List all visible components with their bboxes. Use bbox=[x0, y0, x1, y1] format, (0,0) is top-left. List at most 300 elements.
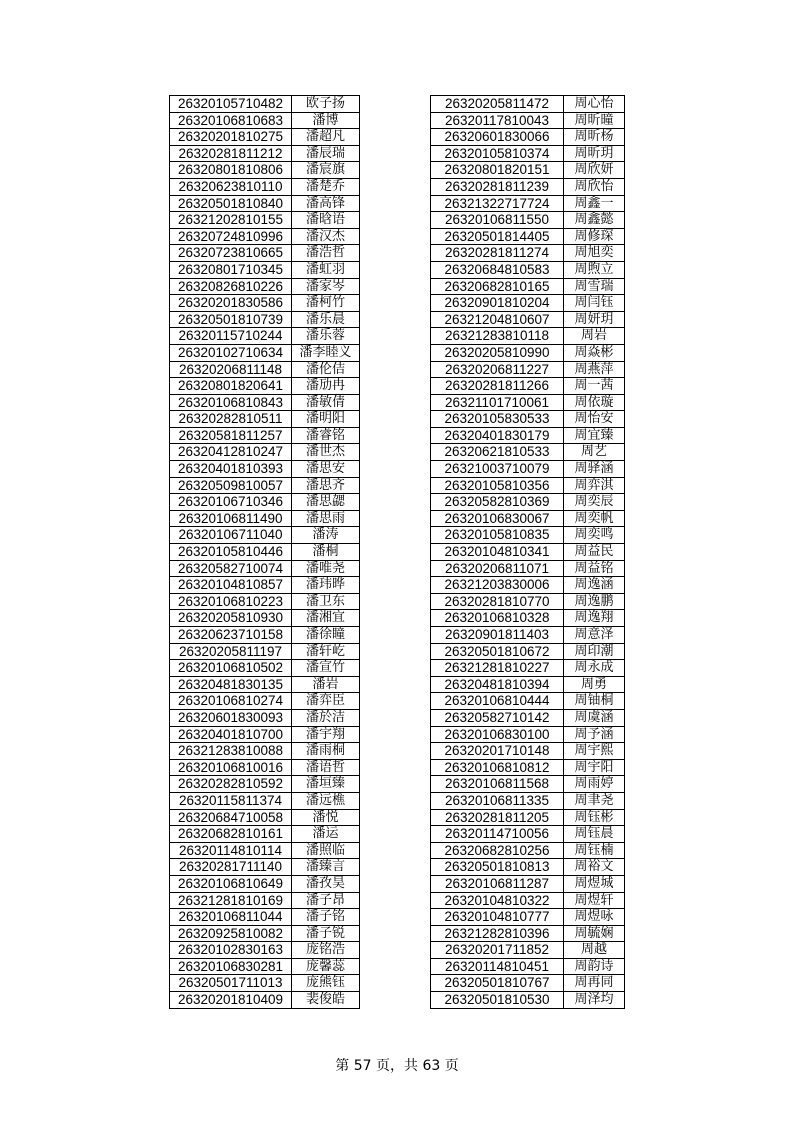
candidate-name-cell: 潘悦 bbox=[292, 809, 360, 826]
candidate-name-cell: 潘子锐 bbox=[292, 925, 360, 942]
candidate-name-cell: 潘唯尧 bbox=[292, 560, 360, 577]
candidate-name-cell: 周越 bbox=[564, 942, 625, 959]
table-row bbox=[431, 344, 625, 361]
table-row bbox=[431, 925, 625, 942]
table-row bbox=[170, 510, 360, 527]
candidate-id-cell: 26320501810840 bbox=[170, 195, 292, 212]
candidate-id-cell: 26320205811472 bbox=[431, 96, 564, 113]
candidate-name-cell: 周勇 bbox=[564, 676, 625, 693]
candidate-id-cell: 26320106830100 bbox=[431, 726, 564, 743]
table-row bbox=[170, 743, 360, 760]
candidate-id-cell: 26320401810393 bbox=[170, 461, 292, 478]
table-row bbox=[170, 245, 360, 262]
candidate-id-cell: 26320201830586 bbox=[170, 295, 292, 312]
candidate-name-cell: 潘语哲 bbox=[292, 759, 360, 776]
table-row bbox=[431, 909, 625, 926]
table-row bbox=[170, 494, 360, 511]
table-row bbox=[431, 311, 625, 328]
candidate-id-cell: 26320102710634 bbox=[170, 344, 292, 361]
table-row bbox=[170, 759, 360, 776]
candidate-name-cell: 潘汉杰 bbox=[292, 228, 360, 245]
candidate-name-cell: 周昕玥 bbox=[564, 145, 625, 162]
candidate-id-cell: 26320801820641 bbox=[170, 378, 292, 395]
candidate-id-cell: 26320115811374 bbox=[170, 792, 292, 809]
candidate-name-cell: 周煜轩 bbox=[564, 892, 625, 909]
table-row bbox=[431, 643, 625, 660]
candidate-id-cell: 26321101710061 bbox=[431, 394, 564, 411]
table-row bbox=[431, 975, 625, 992]
table-row bbox=[431, 577, 625, 594]
table-row bbox=[431, 593, 625, 610]
candidate-id-cell: 26320106811568 bbox=[431, 776, 564, 793]
table-row bbox=[170, 992, 360, 1009]
table-row bbox=[431, 875, 625, 892]
candidate-name-cell: 潘徐瞳 bbox=[292, 627, 360, 644]
candidate-name-cell: 庞熊钰 bbox=[292, 975, 360, 992]
table-row bbox=[170, 925, 360, 942]
table-row bbox=[431, 743, 625, 760]
candidate-name-cell: 周钰楠 bbox=[564, 842, 625, 859]
candidate-name-cell: 欧子扬 bbox=[292, 96, 360, 113]
candidate-id-cell: 26320901810204 bbox=[431, 295, 564, 312]
candidate-id-cell: 26320106810843 bbox=[170, 394, 292, 411]
candidate-id-cell: 26320115710244 bbox=[170, 328, 292, 345]
candidate-id-cell: 26320106810274 bbox=[170, 693, 292, 710]
table-row bbox=[431, 494, 625, 511]
candidate-name-cell: 潘柯竹 bbox=[292, 295, 360, 312]
table-row bbox=[431, 942, 625, 959]
candidate-id-cell: 26320106810683 bbox=[170, 112, 292, 129]
candidate-id-cell: 26320106810328 bbox=[431, 610, 564, 627]
candidate-name-cell: 周奕辰 bbox=[564, 494, 625, 511]
table-row bbox=[431, 892, 625, 909]
candidate-id-cell: 26320621810533 bbox=[431, 444, 564, 461]
candidate-id-cell: 26320801710345 bbox=[170, 261, 292, 278]
table-row bbox=[431, 859, 625, 876]
candidate-id-cell: 26320582810369 bbox=[431, 494, 564, 511]
candidate-name-cell: 周逸翔 bbox=[564, 610, 625, 627]
candidate-name-cell: 潘思安 bbox=[292, 461, 360, 478]
table-row bbox=[431, 212, 625, 229]
table-row bbox=[431, 544, 625, 561]
table-row bbox=[431, 112, 625, 129]
candidate-id-cell: 26320104810777 bbox=[431, 909, 564, 926]
table-row bbox=[170, 593, 360, 610]
candidate-id-cell: 26320623710158 bbox=[170, 627, 292, 644]
candidate-id-cell: 26320201710148 bbox=[431, 743, 564, 760]
candidate-id-cell: 26320925810082 bbox=[170, 925, 292, 942]
table-row bbox=[431, 560, 625, 577]
candidate-name-cell: 潘涛 bbox=[292, 527, 360, 544]
candidate-name-cell: 潘垣臻 bbox=[292, 776, 360, 793]
candidate-id-cell: 26320105810374 bbox=[431, 145, 564, 162]
candidate-id-cell: 26320282810511 bbox=[170, 411, 292, 428]
candidate-id-cell: 26320826810226 bbox=[170, 278, 292, 295]
table-row bbox=[170, 228, 360, 245]
table-row bbox=[170, 461, 360, 478]
candidate-name-cell: 潘玮晔 bbox=[292, 577, 360, 594]
candidate-id-cell: 26320501814405 bbox=[431, 228, 564, 245]
candidate-name-cell: 周欣妍 bbox=[564, 162, 625, 179]
table-row bbox=[170, 792, 360, 809]
candidate-name-cell: 周钰晨 bbox=[564, 826, 625, 843]
candidate-name-cell: 潘於洁 bbox=[292, 709, 360, 726]
candidate-name-cell: 周旭奕 bbox=[564, 245, 625, 262]
candidate-id-cell: 26320281811239 bbox=[431, 178, 564, 195]
table-row bbox=[170, 129, 360, 146]
candidate-id-cell: 26320282810592 bbox=[170, 776, 292, 793]
candidate-name-cell: 周弈淇 bbox=[564, 477, 625, 494]
left-roster-body bbox=[170, 96, 360, 1009]
table-row bbox=[431, 992, 625, 1009]
table-row bbox=[170, 627, 360, 644]
table-row bbox=[170, 112, 360, 129]
table-row bbox=[431, 660, 625, 677]
table-row bbox=[431, 162, 625, 179]
candidate-id-cell: 26320206811148 bbox=[170, 361, 292, 378]
candidate-id-cell: 26320106810223 bbox=[170, 593, 292, 610]
candidate-id-cell: 26320481810394 bbox=[431, 676, 564, 693]
table-row bbox=[431, 378, 625, 395]
table-row bbox=[431, 826, 625, 843]
candidate-name-cell: 潘思齐 bbox=[292, 477, 360, 494]
candidate-name-cell: 周奕鸣 bbox=[564, 527, 625, 544]
table-row bbox=[170, 427, 360, 444]
candidate-id-cell: 26320104810322 bbox=[431, 892, 564, 909]
candidate-id-cell: 26320201810409 bbox=[170, 992, 292, 1009]
table-row bbox=[170, 842, 360, 859]
candidate-name-cell: 周雨婷 bbox=[564, 776, 625, 793]
table-row bbox=[431, 361, 625, 378]
table-row bbox=[170, 892, 360, 909]
candidate-id-cell: 26320501810672 bbox=[431, 643, 564, 660]
table-row bbox=[170, 975, 360, 992]
table-row bbox=[431, 228, 625, 245]
right-roster-body bbox=[431, 96, 625, 1009]
candidate-name-cell: 潘劢冉 bbox=[292, 378, 360, 395]
table-row bbox=[431, 958, 625, 975]
candidate-id-cell: 26320682810256 bbox=[431, 842, 564, 859]
candidate-id-cell: 26320114810451 bbox=[431, 958, 564, 975]
candidate-id-cell: 26320281711140 bbox=[170, 859, 292, 876]
table-row bbox=[431, 145, 625, 162]
table-row bbox=[431, 809, 625, 826]
candidate-id-cell: 26320501810530 bbox=[431, 992, 564, 1009]
table-row bbox=[431, 776, 625, 793]
candidate-name-cell: 周煦立 bbox=[564, 261, 625, 278]
candidate-name-cell: 潘乐晨 bbox=[292, 311, 360, 328]
candidate-name-cell: 周昕杨 bbox=[564, 129, 625, 146]
candidate-name-cell: 周燕萍 bbox=[564, 361, 625, 378]
candidate-id-cell: 26320281810770 bbox=[431, 593, 564, 610]
candidate-id-cell: 26320412810247 bbox=[170, 444, 292, 461]
candidate-name-cell: 周心怡 bbox=[564, 96, 625, 113]
candidate-name-cell: 潘敏倩 bbox=[292, 394, 360, 411]
candidate-id-cell: 26320205810990 bbox=[431, 344, 564, 361]
table-row bbox=[170, 826, 360, 843]
candidate-name-cell: 周益民 bbox=[564, 544, 625, 561]
candidate-id-cell: 26320682810165 bbox=[431, 278, 564, 295]
candidate-id-cell: 26321283810088 bbox=[170, 743, 292, 760]
candidate-id-cell: 26320281811212 bbox=[170, 145, 292, 162]
candidate-name-cell: 潘湘宜 bbox=[292, 610, 360, 627]
table-row bbox=[170, 178, 360, 195]
table-row bbox=[431, 477, 625, 494]
candidate-id-cell: 26320501711013 bbox=[170, 975, 292, 992]
candidate-name-cell: 周虞涵 bbox=[564, 709, 625, 726]
candidate-id-cell: 26321281810169 bbox=[170, 892, 292, 909]
candidate-id-cell: 26320114710056 bbox=[431, 826, 564, 843]
candidate-id-cell: 26320684710058 bbox=[170, 809, 292, 826]
table-row bbox=[431, 427, 625, 444]
candidate-id-cell: 26320281811266 bbox=[431, 378, 564, 395]
table-row bbox=[170, 610, 360, 627]
candidate-name-cell: 周怡安 bbox=[564, 411, 625, 428]
table-row bbox=[431, 510, 625, 527]
table-row bbox=[170, 96, 360, 113]
candidate-name-cell: 周修琛 bbox=[564, 228, 625, 245]
table-row bbox=[170, 212, 360, 229]
candidate-name-cell: 周予涵 bbox=[564, 726, 625, 743]
table-row bbox=[170, 859, 360, 876]
candidate-id-cell: 26320106811550 bbox=[431, 212, 564, 229]
candidate-id-cell: 26320481830135 bbox=[170, 676, 292, 693]
candidate-name-cell: 周鑫懿 bbox=[564, 212, 625, 229]
table-row bbox=[170, 726, 360, 743]
candidate-id-cell: 26320106811490 bbox=[170, 510, 292, 527]
candidate-id-cell: 26320117810043 bbox=[431, 112, 564, 129]
candidate-id-cell: 26320104810341 bbox=[431, 544, 564, 561]
candidate-id-cell: 26320106810444 bbox=[431, 693, 564, 710]
candidate-id-cell: 26320105710482 bbox=[170, 96, 292, 113]
table-row bbox=[170, 527, 360, 544]
candidate-id-cell: 26320623810110 bbox=[170, 178, 292, 195]
table-row bbox=[170, 709, 360, 726]
table-row bbox=[431, 195, 625, 212]
table-row bbox=[170, 261, 360, 278]
table-row bbox=[431, 527, 625, 544]
candidate-name-cell: 周逸鹏 bbox=[564, 593, 625, 610]
candidate-name-cell: 潘运 bbox=[292, 826, 360, 843]
table-row bbox=[170, 875, 360, 892]
candidate-name-cell: 周钰彬 bbox=[564, 809, 625, 826]
candidate-id-cell: 26320205811197 bbox=[170, 643, 292, 660]
candidate-name-cell: 潘浩哲 bbox=[292, 245, 360, 262]
candidate-name-cell: 潘楚乔 bbox=[292, 178, 360, 195]
candidate-id-cell: 26320106711040 bbox=[170, 527, 292, 544]
candidate-name-cell: 周闫钰 bbox=[564, 295, 625, 312]
candidate-id-cell: 26320106830067 bbox=[431, 510, 564, 527]
candidate-name-cell: 潘李睦义 bbox=[292, 344, 360, 361]
table-row bbox=[431, 411, 625, 428]
candidate-id-cell: 26320201711852 bbox=[431, 942, 564, 959]
table-row bbox=[170, 311, 360, 328]
table-row bbox=[431, 245, 625, 262]
table-row bbox=[431, 328, 625, 345]
candidate-name-cell: 潘宇翔 bbox=[292, 726, 360, 743]
candidate-name-cell: 周逸涵 bbox=[564, 577, 625, 594]
candidate-name-cell: 潘高锋 bbox=[292, 195, 360, 212]
table-row bbox=[170, 693, 360, 710]
table-row bbox=[170, 577, 360, 594]
candidate-id-cell: 26321283810118 bbox=[431, 328, 564, 345]
table-row bbox=[170, 394, 360, 411]
table-row bbox=[170, 560, 360, 577]
candidate-id-cell: 26320281811205 bbox=[431, 809, 564, 826]
candidate-name-cell: 潘子昂 bbox=[292, 892, 360, 909]
candidate-name-cell: 潘卫东 bbox=[292, 593, 360, 610]
candidate-name-cell: 周煜城 bbox=[564, 875, 625, 892]
candidate-name-cell: 周韵诗 bbox=[564, 958, 625, 975]
candidate-name-cell: 潘晗语 bbox=[292, 212, 360, 229]
candidate-name-cell: 潘孜昊 bbox=[292, 875, 360, 892]
candidate-id-cell: 26320724810996 bbox=[170, 228, 292, 245]
candidate-id-cell: 26321203830006 bbox=[431, 577, 564, 594]
candidate-name-cell: 周欣怡 bbox=[564, 178, 625, 195]
table-row bbox=[170, 958, 360, 975]
candidate-id-cell: 26321202810155 bbox=[170, 212, 292, 229]
candidate-id-cell: 26321282810396 bbox=[431, 925, 564, 942]
candidate-id-cell: 26320501810767 bbox=[431, 975, 564, 992]
candidate-id-cell: 26320106830281 bbox=[170, 958, 292, 975]
candidate-id-cell: 26321204810607 bbox=[431, 311, 564, 328]
candidate-id-cell: 26321003710079 bbox=[431, 461, 564, 478]
candidate-id-cell: 26320509810057 bbox=[170, 477, 292, 494]
candidate-name-cell: 周煜咏 bbox=[564, 909, 625, 926]
candidate-name-cell: 潘世杰 bbox=[292, 444, 360, 461]
candidate-id-cell: 26320901811403 bbox=[431, 627, 564, 644]
table-row bbox=[170, 676, 360, 693]
table-row bbox=[431, 693, 625, 710]
candidate-name-cell: 潘照临 bbox=[292, 842, 360, 859]
candidate-id-cell: 26320106811335 bbox=[431, 792, 564, 809]
table-row bbox=[170, 145, 360, 162]
candidate-name-cell: 潘超凡 bbox=[292, 129, 360, 146]
candidate-name-cell: 周裕文 bbox=[564, 859, 625, 876]
table-row bbox=[431, 261, 625, 278]
candidate-name-cell: 潘轩屹 bbox=[292, 643, 360, 660]
candidate-name-cell: 潘家岑 bbox=[292, 278, 360, 295]
candidate-name-cell: 潘思雨 bbox=[292, 510, 360, 527]
candidate-name-cell: 潘睿铭 bbox=[292, 427, 360, 444]
page-footer: 第 57 页，共 63 页 bbox=[335, 1058, 459, 1074]
table-row bbox=[431, 792, 625, 809]
table-row bbox=[431, 726, 625, 743]
candidate-id-cell: 26320684810583 bbox=[431, 261, 564, 278]
candidate-name-cell: 周毓娴 bbox=[564, 925, 625, 942]
table-row bbox=[431, 709, 625, 726]
table-row bbox=[170, 344, 360, 361]
candidate-id-cell: 26320801820151 bbox=[431, 162, 564, 179]
candidate-name-cell: 周泽均 bbox=[564, 992, 625, 1009]
candidate-name-cell: 周益铭 bbox=[564, 560, 625, 577]
candidate-id-cell: 26320106810502 bbox=[170, 660, 292, 677]
candidate-name-cell: 潘明阳 bbox=[292, 411, 360, 428]
table-row bbox=[170, 328, 360, 345]
candidate-name-cell: 周一茜 bbox=[564, 378, 625, 395]
candidate-name-cell: 潘子铭 bbox=[292, 909, 360, 926]
table-row bbox=[431, 129, 625, 146]
candidate-name-cell: 周印潮 bbox=[564, 643, 625, 660]
candidate-name-cell: 周雪瑞 bbox=[564, 278, 625, 295]
candidate-name-cell: 周宜臻 bbox=[564, 427, 625, 444]
candidate-name-cell: 潘辰瑞 bbox=[292, 145, 360, 162]
table-row bbox=[170, 660, 360, 677]
candidate-name-cell: 周昕曈 bbox=[564, 112, 625, 129]
candidate-id-cell: 26320206811227 bbox=[431, 361, 564, 378]
candidate-name-cell: 周宇阳 bbox=[564, 759, 625, 776]
table-row bbox=[431, 394, 625, 411]
candidate-name-cell: 潘弈臣 bbox=[292, 693, 360, 710]
candidate-name-cell: 庞馨蕊 bbox=[292, 958, 360, 975]
candidate-id-cell: 26320105810356 bbox=[431, 477, 564, 494]
candidate-id-cell: 26320582710142 bbox=[431, 709, 564, 726]
candidate-id-cell: 26320106811044 bbox=[170, 909, 292, 926]
candidate-name-cell: 周鑫一 bbox=[564, 195, 625, 212]
candidate-name-cell: 周焱彬 bbox=[564, 344, 625, 361]
candidate-id-cell: 26320401810700 bbox=[170, 726, 292, 743]
candidate-name-cell: 周再同 bbox=[564, 975, 625, 992]
candidate-id-cell: 26320106810812 bbox=[431, 759, 564, 776]
candidate-name-cell: 潘宸旗 bbox=[292, 162, 360, 179]
table-row bbox=[170, 776, 360, 793]
candidate-id-cell: 26320106810016 bbox=[170, 759, 292, 776]
candidate-name-cell: 周妍玥 bbox=[564, 311, 625, 328]
candidate-name-cell: 潘伦佶 bbox=[292, 361, 360, 378]
table-row bbox=[431, 444, 625, 461]
table-row bbox=[170, 295, 360, 312]
candidate-name-cell: 潘远樵 bbox=[292, 792, 360, 809]
candidate-id-cell: 26321322717724 bbox=[431, 195, 564, 212]
table-row bbox=[170, 544, 360, 561]
table-row bbox=[431, 96, 625, 113]
table-row bbox=[170, 162, 360, 179]
candidate-name-cell: 周聿尧 bbox=[564, 792, 625, 809]
right-roster-table bbox=[430, 95, 625, 1009]
table-row bbox=[170, 361, 360, 378]
candidate-name-cell: 潘雨桐 bbox=[292, 743, 360, 760]
candidate-id-cell: 26320601830093 bbox=[170, 709, 292, 726]
candidate-id-cell: 26320106710346 bbox=[170, 494, 292, 511]
table-row bbox=[431, 610, 625, 627]
table-row bbox=[431, 627, 625, 644]
table-row bbox=[431, 178, 625, 195]
candidate-id-cell: 26320501810739 bbox=[170, 311, 292, 328]
candidate-name-cell: 潘岩 bbox=[292, 676, 360, 693]
candidate-name-cell: 周艺 bbox=[564, 444, 625, 461]
candidate-name-cell: 庞铭浩 bbox=[292, 942, 360, 959]
candidate-name-cell: 潘乐蓉 bbox=[292, 328, 360, 345]
candidate-name-cell: 周意泽 bbox=[564, 627, 625, 644]
candidate-id-cell: 26320106811287 bbox=[431, 875, 564, 892]
candidate-id-cell: 26320801810806 bbox=[170, 162, 292, 179]
candidate-name-cell: 潘虹羽 bbox=[292, 261, 360, 278]
candidate-id-cell: 26320105810835 bbox=[431, 527, 564, 544]
candidate-name-cell: 周奕帆 bbox=[564, 510, 625, 527]
candidate-id-cell: 26320206811071 bbox=[431, 560, 564, 577]
candidate-id-cell: 26320102830163 bbox=[170, 942, 292, 959]
candidate-name-cell: 潘思勰 bbox=[292, 494, 360, 511]
candidate-id-cell: 26320682810161 bbox=[170, 826, 292, 843]
candidate-id-cell: 26320205810930 bbox=[170, 610, 292, 627]
candidate-name-cell: 潘臻言 bbox=[292, 859, 360, 876]
table-row bbox=[170, 411, 360, 428]
table-row bbox=[170, 942, 360, 959]
table-row bbox=[170, 643, 360, 660]
candidate-name-cell: 潘博 bbox=[292, 112, 360, 129]
table-row bbox=[170, 378, 360, 395]
candidate-name-cell: 周岩 bbox=[564, 328, 625, 345]
